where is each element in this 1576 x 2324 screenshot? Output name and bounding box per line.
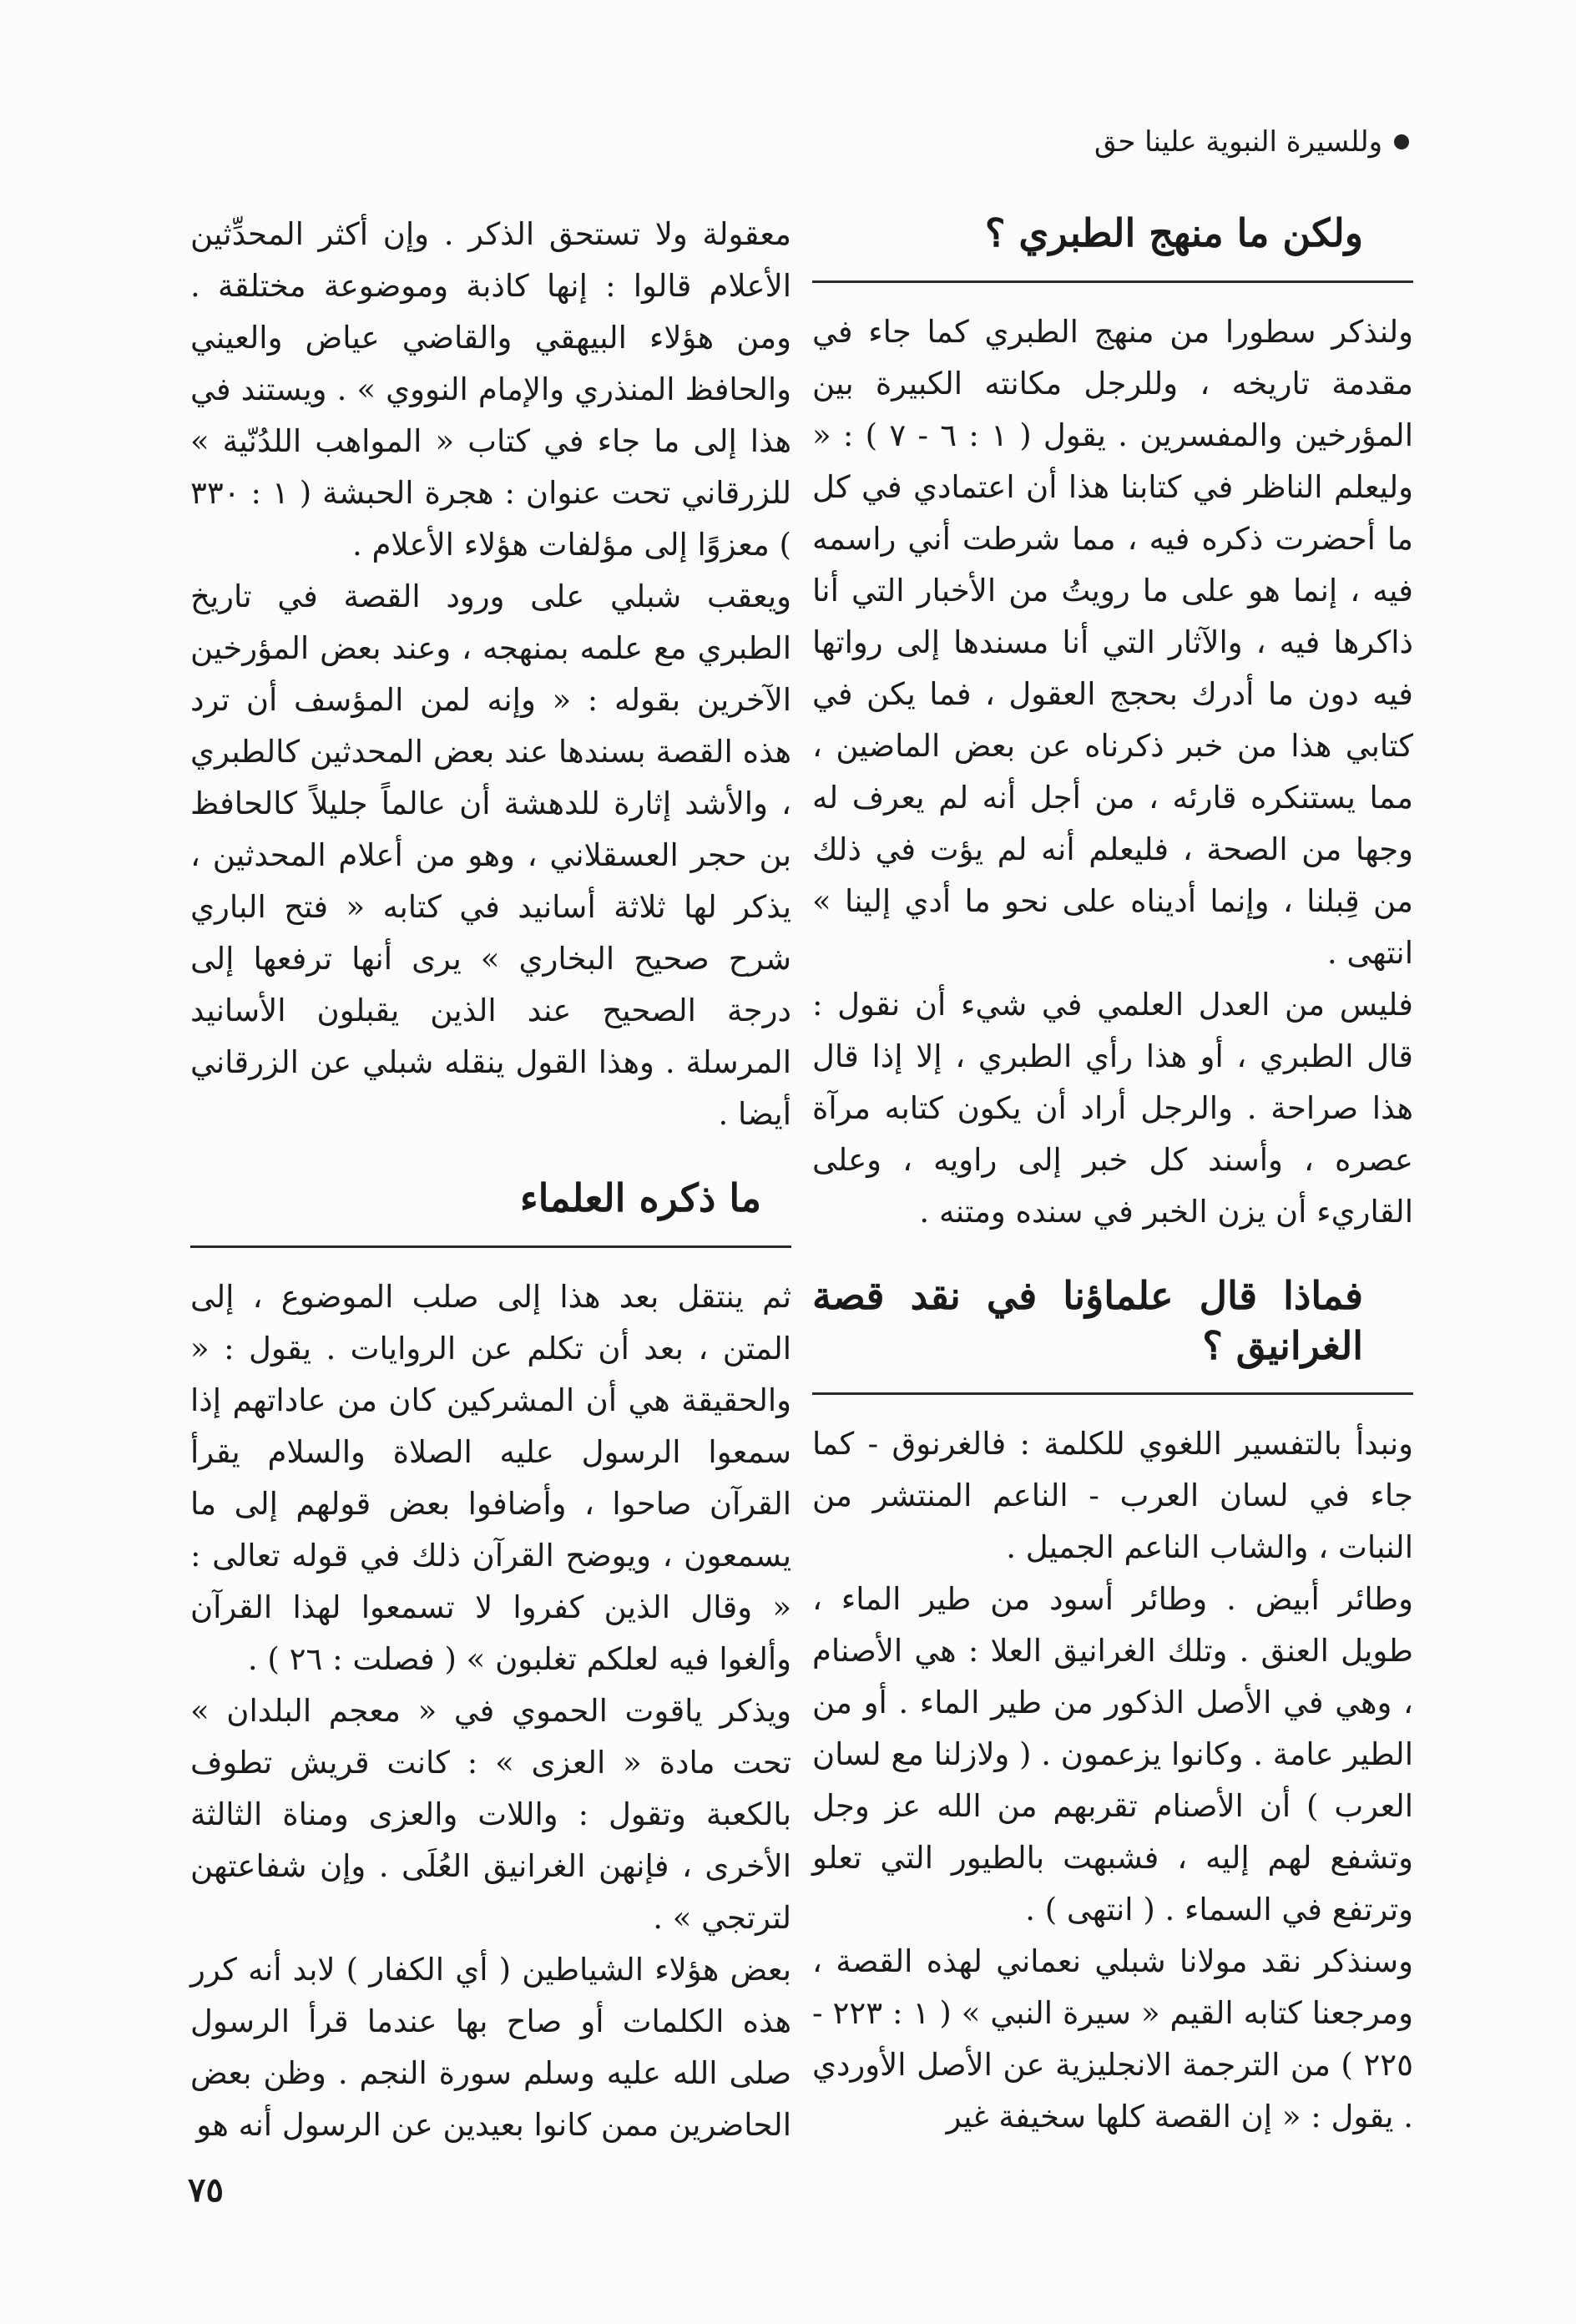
paragraph: ونبدأ بالتفسير اللغوي للكلمة : فالغرنوق - كما جاء في لسان العرب - الناعم المنتشر من النبات ، والشاب الناعم الجميل . [812, 1426, 1413, 1566]
paragraph: وسنذكر نقد مولانا شبلي نعماني لهذه القصة ، ومرجعنا كتابه القيم « سيرة النبي » ( ١ : ٢٢٣ - ٢٢٥ ) من الترجمة الانجليزية عن الأصل الأوردي . يقول : « إن القصة كلها سخيفة غير [812, 1943, 1413, 2135]
running-title: وللسيرة النبوية علينا حق [1094, 125, 1382, 159]
paragraph: ولنذكر سطورا من منهج الطبري كما جاء في مقدمة تاريخه ، وللرجل مكانته الكبيرة بين المؤرخين والمفسرين . يقول ( ١ : ٦ - ٧ ) : « وليعلم الناظر في كتابنا هذا أن اعتمادي في كل ما أحضرت ذكره فيه ، مما شرطت أني راسمه فيه ، إنما هو على ما رويتُ من الأخبار التي أنا ذاكرها فيه ، والآثار التي أنا مسندها إلى رواتها فيه دون ما أدرك بحجج العقول ، فما يكن في كتابي هذا من خبر ذكرناه عن بعض الماضين ، مما يستنكره قارئه ، من أجل أنه لم يعرف له وجها من الصحة ، فليعلم أنه لم يؤت في ذلك من قِبلنا ، وإنما أديناه على نحو ما أدي إلينا » انتهى . [812, 313, 1413, 971]
paragraph: ويعقب شبلي على ورود القصة في تاريخ الطبري مع علمه بمنهجه ، وعند بعض المؤرخين الآخرين بقوله : « وإنه لمن المؤسف أن ترد هذه القصة بسندها عند بعض المحدثين كالطبري ، والأشد إثارة للدهشة أن عالماً جليلاً كالحافظ بن حجر العسقلاني ، وهو من أعلام المحدثين ، يذكر لها ثلاثة أسانيد في كتابه « فتح الباري شرح صحيح البخاري » يرى أنها ترفعها إلى درجة الصحيح عند الذين يقبلون الأسانيد المرسلة . وهذا القول ينقله شبلي عن الزرقاني أيضا . [190, 578, 791, 1132]
paragraph: معقولة ولا تستحق الذكر . وإن أكثر المحدِّثين الأعلام قالوا : إنها كاذبة وموضوعة مختلقة . ومن هؤلاء البيهقي والقاضي عياض والعيني والحافظ المنذري والإمام النووي » . ويستند في هذا إلى ما جاء في كتاب « المواهب اللدُنّية » للزرقاني تحت عنوان : هجرة الحبشة ( ١ : ٣٣٠ ) معزوًا إلى مؤلفات هؤلاء الأعلام . [190, 216, 791, 563]
paragraph: بعض هؤلاء الشياطين ( أي الكفار ) لابد أنه كرر هذه الكلمات أو صاح بها عندما قرأ الرسول صلى الله عليه وسلم سورة النجم . وظن بعض الحاضرين ممن كانوا بعيدين عن الرسول أنه هو [190, 1951, 791, 2143]
running-header [1085, 125, 1409, 159]
paragraph: ويذكر ياقوت الحموي في « معجم البلدان » تحت مادة « العزى » : كانت قريش تطوف بالكعبة وتقول : واللات والعزى ومناة الثالثة الأخرى ، فإنهن الغرانيق العُلَى . وإن شفاعتهن لترتجي » . [190, 1692, 791, 1936]
paragraph: ثم ينتقل بعد هذا إلى صلب الموضوع ، إلى المتن ، بعد أن تكلم عن الروايات . يقول : « والحقيقة هي أن المشركين كان من عاداتهم إذا سمعوا الرسول عليه الصلاة والسلام يقرأ القرآن صاحوا ، وأضافوا بعض قولهم إلى ما يسمعون ، ويوضح القرآن ذلك في قوله تعالى : « وقال الذين كفروا لا تسمعوا لهذا القرآن وألغوا فيه لعلكم تغلبون » ( فصلت : ٢٦ ) . [190, 1278, 791, 1677]
right-column [812, 209, 1413, 2143]
section-gharaniq-critique [812, 1271, 1413, 2144]
paragraph: فليس من العدل العلمي في شيء أن نقول : قال الطبري ، أو هذا رأي الطبري ، إلا إذا قال هذا صراحة . والرجل أراد أن يكون كتابه مرآة عصره ، وأسند كل خبر إلى راويه ، وعلى القاريء أن يزن الخبر في سنده ومتنه . [812, 986, 1413, 1230]
section-tabari-method [812, 209, 1413, 1238]
page-number: ٧٥ [188, 2170, 224, 2210]
paragraph: وطائر أبيض . وطائر أسود من طير الماء ، طويل العنق . وتلك الغرانيق العلا : هي الأصنام ، وهي في الأصل الذكور من طير الماء . أو من الطير عامة . وكانوا يزعمون . ( ولازلنا مع لسان العرب ) أن الأصنام تقربهم من الله عز وجل وتشفع لهم إليه ، فشبهت بالطيور التي تعلو وترتفع في السماء . ( انتهى ) . [811, 1581, 1413, 1928]
section-scholars [190, 1174, 791, 2151]
section-heading: ما ذكره العلماء [190, 1174, 791, 1248]
section-heading: فماذا قال علماؤنا في نقد قصة الغرانيق ؟ [812, 1271, 1413, 1396]
section-heading: ولكن ما منهج الطبري ؟ [812, 209, 1413, 283]
left-column [190, 209, 791, 2151]
bullet-icon [1394, 134, 1409, 149]
